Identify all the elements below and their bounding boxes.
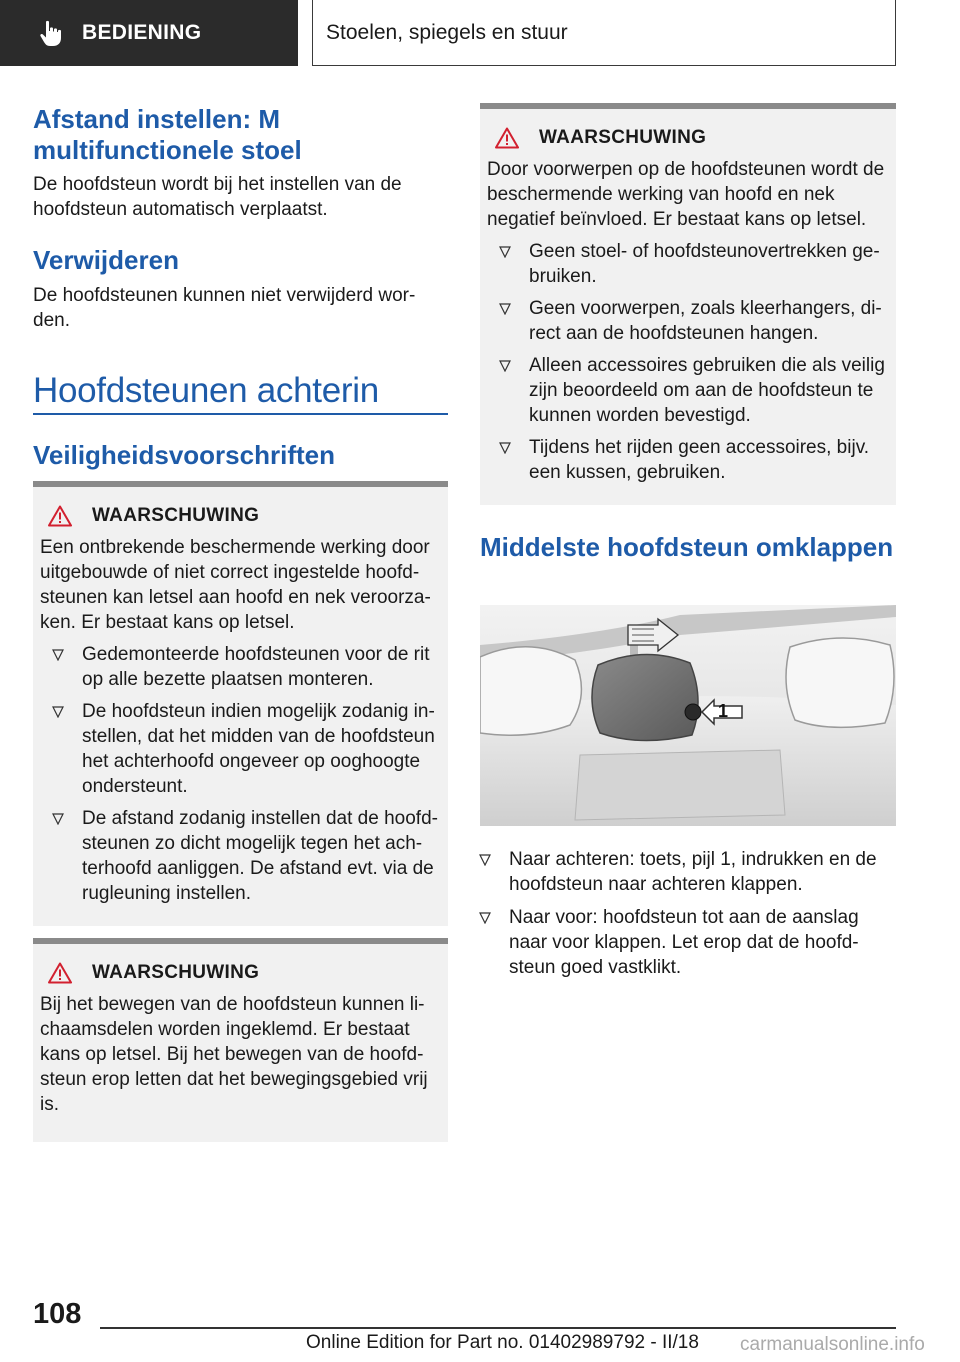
list-item-text: De afstand zodanig instellen dat de hoofd-steunen zo dicht mogelijk tegen het ach-terhoofd aanliggen. De afstand evt. via de rugleuning instellen. <box>82 808 438 904</box>
triangle-bullet-icon <box>499 303 511 315</box>
headrest-figure <box>480 605 896 826</box>
list-item <box>40 642 440 692</box>
list-item <box>487 296 888 346</box>
triangle-bullet-icon <box>52 706 64 718</box>
list-item-text: De hoofdsteun indien mogelijk zodanig in-stellen, dat het midden van de hoofdsteun het achterhoofd ongeveer op ooghoogte ondersteunt. <box>82 701 435 797</box>
heading-rule <box>33 413 448 415</box>
triangle-bullet-icon <box>499 246 511 258</box>
warning-title-text: WAARSCHUWING <box>92 505 260 526</box>
triangle-bullet-icon <box>499 360 511 372</box>
list-item <box>487 435 888 485</box>
section-title: BEDIENING <box>82 21 202 44</box>
warning-triangle-icon <box>495 127 519 149</box>
headrest-illustration <box>480 605 896 826</box>
chapter-title-text: Stoelen, spiegels en stuur <box>326 20 568 44</box>
figure-callout-label: 1 <box>718 701 729 721</box>
text-afstand: De hoofdsteun wordt bij het instellen van de hoofdsteun automatisch verplaatst. <box>33 174 402 220</box>
warning-title <box>48 962 440 984</box>
heading-afstand: Afstand instellen: M multifunctionele stoel <box>33 104 302 165</box>
warning-text: Bij het bewegen van de hoofdsteun kunnen li-chaamsdelen worden ingeklemd. Er bestaat kans op letsel. Bij het bewegen van de hoofd-steun erop letten dat het bewegingsgebied vrij is. <box>40 994 428 1115</box>
list-item-text: Geen voorwerpen, zoals kleerhangers, di-rect aan de hoofdsteunen hangen. <box>529 298 882 344</box>
warning-box-3 <box>480 103 896 505</box>
footer-edition: Online Edition for Part no. 01402989792 - II/18 <box>306 1332 699 1353</box>
warning-text: Door voorwerpen op de hoofdsteunen wordt de beschermende werking van hoofd en nek negatief beïnvloed. Er bestaat kans op letsel. <box>487 159 885 230</box>
list-item <box>40 699 440 799</box>
warning-text: Een ontbrekende beschermende werking door uitgebouwde of niet correct ingestelde hoofd-steunen kan letsel aan hoofd en nek veroorza-ken. Er bestaat kans op letsel. <box>40 537 431 633</box>
list-item-text: Naar voor: hoofdsteun tot aan de aanslag naar voor klappen. Let erop dat de hoofd-steun goed vastklikt. <box>509 907 859 978</box>
warning-box-1 <box>33 481 448 926</box>
list-item <box>467 905 897 980</box>
triangle-bullet-icon <box>52 649 64 661</box>
triangle-bullet-icon <box>52 813 64 825</box>
warning-triangle-icon <box>48 505 72 527</box>
warning-title-text: WAARSCHUWING <box>539 127 707 148</box>
footer-rule <box>100 1327 896 1329</box>
chapter-title <box>312 0 896 66</box>
instruction-list <box>467 847 897 987</box>
page-number: 108 <box>33 1298 82 1330</box>
heading-middelste: Middelste hoofdsteun omklappen <box>480 532 894 562</box>
triangle-bullet-icon <box>479 854 491 866</box>
list-item-text: Geen stoel- of hoofdsteunovertrekken ge-bruiken. <box>529 241 880 287</box>
heading-verwijderen: Verwijderen <box>33 245 179 275</box>
list-item-text: Alleen accessoires gebruiken die als veilig zijn beoordeeld om aan de hoofdsteun te kunnen worden bevestigd. <box>529 355 885 426</box>
hand-pointer-icon <box>36 18 66 48</box>
list-item-text: Tijdens het rijden geen accessoires, bijv. een kussen, gebruiken. <box>529 437 870 483</box>
heading-veiligheid: Veiligheidsvoorschriften <box>33 440 335 470</box>
triangle-bullet-icon <box>499 442 511 454</box>
heading-hoofdsteunen-achterin: Hoofdsteunen achterin <box>33 371 379 410</box>
footer-watermark: carmanualsonline.info <box>740 1334 925 1355</box>
text-verwijderen: De hoofdsteunen kunnen niet verwijderd wor-den. <box>33 285 416 331</box>
list-item-text: Naar achteren: toets, pijl 1, indrukken en de hoofdsteun naar achteren klappen. <box>509 849 877 895</box>
list-item <box>487 353 888 428</box>
warning-title <box>495 127 888 149</box>
list-item-text: Gedemonteerde hoofdsteunen voor de rit op alle bezette plaatsen monteren. <box>82 644 430 690</box>
list-item <box>467 847 897 897</box>
section-tab <box>0 0 298 66</box>
warning-list <box>40 642 440 906</box>
warning-title <box>48 505 440 527</box>
list-item <box>40 806 440 906</box>
warning-box-2 <box>33 938 448 1142</box>
warning-triangle-icon <box>48 962 72 984</box>
list-item <box>487 239 888 289</box>
warning-title-text: WAARSCHUWING <box>92 962 260 983</box>
warning-list <box>487 239 888 485</box>
triangle-bullet-icon <box>479 912 491 924</box>
